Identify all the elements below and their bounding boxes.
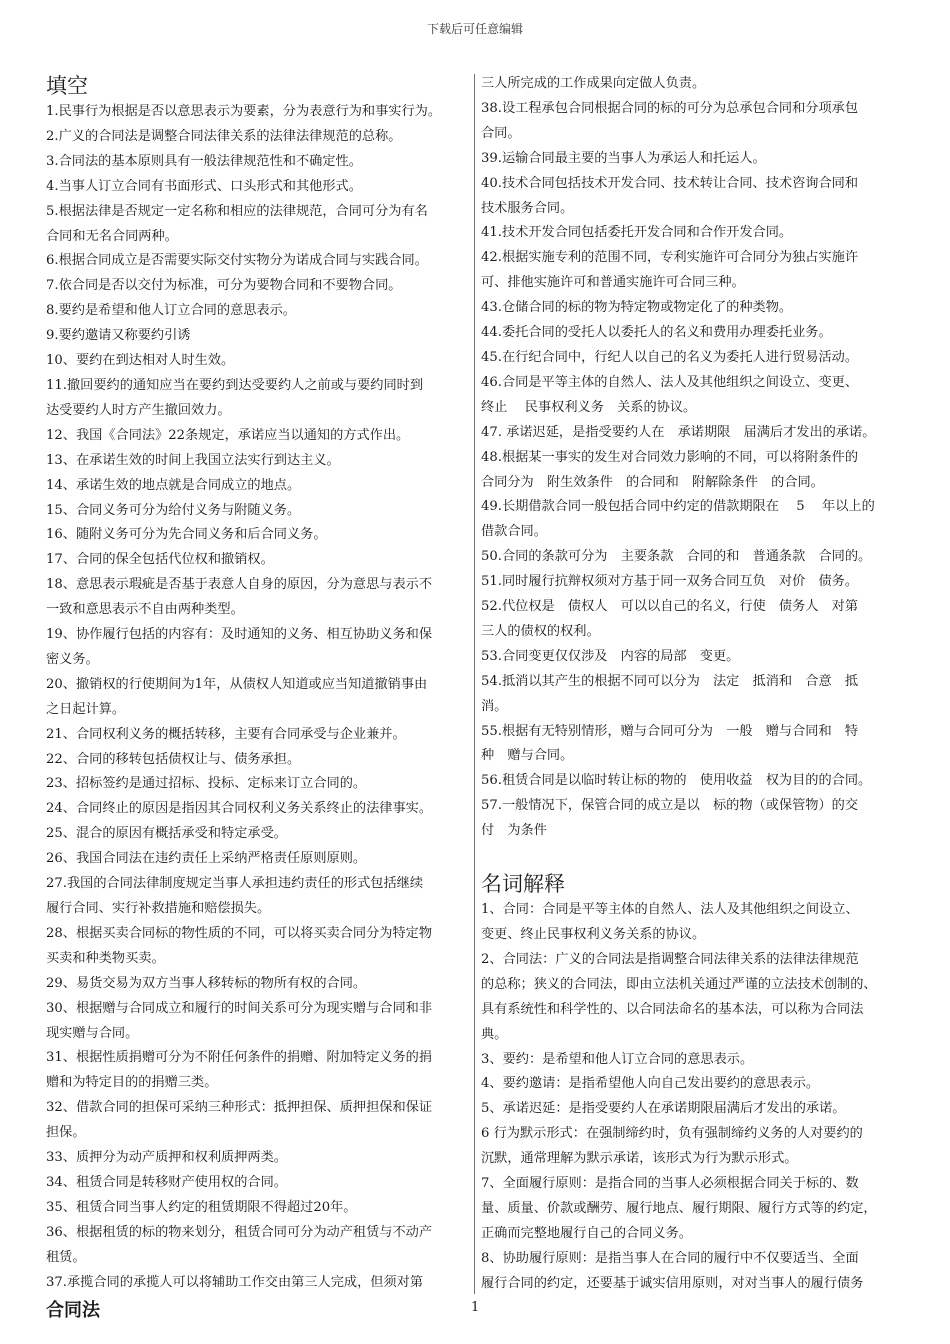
text-line: 16、随附义务可分为先合同义务和后合同义务。 <box>46 527 327 543</box>
text-line: 37.承揽合同的承揽人可以将辅助工作交由第三人完成，但须对第 <box>46 1274 424 1290</box>
text-line: 44.委托合同的受托人以委托人的名义和费用办理委托业务。 <box>481 325 832 341</box>
text-line: 41.技术开发合同包括委托开发合同和合作开发合同。 <box>481 225 793 241</box>
column-divider <box>474 74 475 1294</box>
text-line: 4、要约邀请：是指希望他人向自己发出要约的意思表示。 <box>481 1076 820 1092</box>
text-line: 履行合同、实行补救措施和赔偿损失。 <box>46 901 271 916</box>
footer-title: 合同法 <box>46 1300 100 1321</box>
text-line: 52.代位权是 债权人 可以以自己的名义，行使 债务人 对第 <box>481 599 859 615</box>
text-line: 14、承诺生效的地点就是合同成立的地点。 <box>46 477 301 493</box>
text-line: 46.合同是平等主体的自然人、法人及其他组织之间设立、变更、 <box>481 374 859 390</box>
text-line: 量、质量、价款或酬劳、履行地点、履行期限、履行方式等的约定， <box>481 1200 877 1216</box>
text-line: 53.合同变更仅仅涉及 内容的局部 变更。 <box>481 648 740 664</box>
text-line: 50.合同的条款可分为 主要条款 合同的和 普通条款 合同的。 <box>481 549 872 565</box>
left-lines <box>46 100 470 1296</box>
text-line: 6 行为默示形式：在强制缔约时，负有强制缔约义务的人对要约的 <box>481 1126 863 1142</box>
text-line: 40.技术合同包括技术开发合同、技术转让合同、技术咨询合同和 <box>481 175 859 191</box>
text-line: 7、全面履行原则：是指合同的当事人必须根据合同关于标的、数 <box>481 1176 859 1192</box>
text-line: 15、合同义务可分为给付义务与附随义务。 <box>46 502 301 518</box>
text-line: 6.根据合同成立是否需要实际交付实物分为诺成合同与实践合同。 <box>46 253 428 269</box>
text-line: 45.在行纪合同中，行纪人以自己的名义为委托人进行贸易活动。 <box>481 349 859 365</box>
text-line: 5、承诺迟延：是指受要约人在承诺期限届满后才发出的承诺。 <box>481 1101 846 1117</box>
text-line: 26、我国合同法在违约责任上采纳严格责任原则原则。 <box>46 851 367 867</box>
text-line: 23、招标签约是通过招标、投标、定标来订立合同的。 <box>46 776 367 792</box>
text-line: 47. 承诺迟延，是指受要约人在 承诺期限 届满后才发出的承诺。 <box>481 424 876 440</box>
page-header: 下载后可任意编辑 <box>426 22 523 36</box>
text-line: 沉默，通常理解为默示承诺，该形式为行为默示形式。 <box>481 1151 798 1167</box>
text-line: 25、混合的原因有概括承受和特定承受。 <box>46 826 287 842</box>
text-line: 12、我国《合同法》22条规定，承诺应当以通知的方式作出。 <box>46 427 410 443</box>
text-line: 34、租赁合同是转移财产使用权的合同。 <box>46 1174 287 1190</box>
text-line: 35、租赁合同当事人约定的租赁期限不得超过20年。 <box>46 1199 357 1215</box>
text-line: 4.当事人订立合同有书面形式、口头形式和其他形式。 <box>46 178 362 194</box>
text-line: 31、根据性质捐赠可分为不附任何条件的捐赠、附加特定义务的捐 <box>46 1050 433 1066</box>
text-line: 种 赠与合同。 <box>481 748 574 764</box>
text-line: 28、根据买卖合同标的物性质的不同，可以将买卖合同分为特定物 <box>46 925 433 941</box>
text-line: 8.要约是希望和他人订立合同的意思表示。 <box>46 303 296 319</box>
text-line: 合同。 <box>481 125 521 141</box>
text-line: 现实赠与合同。 <box>46 1025 139 1041</box>
text-line: 技术服务合同。 <box>481 200 574 216</box>
text-line: 27.我国的合同法律制度规定当事人承担违约责任的形式包括继续 <box>46 876 424 892</box>
right-column <box>481 72 906 1297</box>
text-line: 借款合同。 <box>481 524 547 540</box>
section-title-definitions: 名词解释 <box>481 872 565 897</box>
text-line: 17、合同的保全包括代位权和撤销权。 <box>46 552 274 568</box>
text-line: 30、根据赠与合同成立和履行的时间关系可分为现实赠与合同和非 <box>46 1000 433 1016</box>
right-bottom-lines <box>481 898 906 1297</box>
text-line: 55.根据有无特别情形，赠与合同可分为 一般 赠与合同和 特 <box>481 723 859 739</box>
text-line: 租赁。 <box>46 1249 86 1265</box>
text-line: 19、协作履行包括的内容有：及时通知的义务、相互协助义务和保 <box>46 627 433 643</box>
text-line: 3.合同法的基本原则具有一般法律规范性和不确定性。 <box>46 153 362 169</box>
text-line: 终止 民事权利义务 关系的协议。 <box>481 399 697 415</box>
text-line: 13、在承诺生效的时间上我国立法实行到达主义。 <box>46 452 340 468</box>
text-line: 三人的债权的权利。 <box>481 623 600 639</box>
text-line: 33、质押分为动产质押和权利质押两类。 <box>46 1150 287 1166</box>
text-line: 36、根据租赁的标的物来划分，租赁合同可分为动产租赁与不动产 <box>46 1224 433 1240</box>
text-line: 履行合同的约定，还要基于诚实信用原则，对对当事人的履行债务 <box>481 1275 864 1291</box>
text-line: 22、合同的移转包括债权让与、债务承担。 <box>46 751 301 767</box>
text-line: 的总称；狭义的合同法，即由立法机关通过严谨的立法技术创制的、 <box>481 976 877 992</box>
text-line: 5.根据法律是否规定一定名称和相应的法律规范，合同可分为有名 <box>46 203 428 219</box>
text-line: 21、合同权利义务的概括转移，主要有合同承受与企业兼并。 <box>46 726 406 742</box>
text-line: 9.要约邀请又称要约引诱 <box>46 328 191 344</box>
left-column <box>46 72 470 1296</box>
text-line: 之日起计算。 <box>46 701 126 717</box>
text-line: 51.同时履行抗辩权须对方基于同一双务合同互负 对价 债务。 <box>481 574 859 590</box>
text-line: 10、要约在到达相对人时生效。 <box>46 353 235 369</box>
text-line: 29、易货交易为双方当事人移转标的物所有权的合同。 <box>46 975 367 991</box>
text-line: 32、借款合同的担保可采纳三种形式：抵押担保、质押担保和保证 <box>46 1100 433 1116</box>
text-line: 典。 <box>481 1026 508 1042</box>
right-top-lines <box>481 72 906 844</box>
text-line: 1、合同：合同是平等主体的自然人、法人及其他组织之间设立、 <box>481 902 859 918</box>
text-line: 密义务。 <box>46 651 99 667</box>
text-line: 49.长期借款合同一般包括合同中约定的借款期限在 5 年以上的 <box>481 499 875 515</box>
text-line: 48.根据某一事实的发生对合同效力影响的不同，可以将附条件的 <box>481 449 859 465</box>
text-line: 具有系统性和科学性的、以合同法命名的基本法，可以称为合同法 <box>481 1001 864 1017</box>
text-line: 56.租赁合同是以临时转让标的物的 使用收益 权为目的的合同。 <box>481 773 872 789</box>
text-line: 付 为条件 <box>481 823 547 839</box>
text-line: 3、要约：是希望和他人订立合同的意思表示。 <box>481 1051 754 1067</box>
text-line: 担保。 <box>46 1125 86 1141</box>
section-title-fill-in: 填空 <box>46 74 88 98</box>
text-line: 2、合同法：广义的合同法是指调整合同法律关系的法律法律规范 <box>481 951 859 967</box>
text-line: 38.设工程承包合同根据合同的标的可分为总承包合同和分项承包 <box>481 100 859 116</box>
text-line: 一致和意思表示不自由两种类型。 <box>46 602 244 618</box>
text-line: 20、撤销权的行使期间为1年，从债权人知道或应当知道撤销事由 <box>46 676 428 692</box>
text-line: 正确而完整地履行自己的合同义务。 <box>481 1225 692 1241</box>
text-line: 达受要约人时方产生撤回效力。 <box>46 402 231 418</box>
text-line: 合同分为 附生效条件 的合同和 附解除条件 的合同。 <box>481 474 824 490</box>
text-line: 2.广义的合同法是调整合同法律关系的法律法律规范的总称。 <box>46 128 402 144</box>
text-line: 消。 <box>481 698 508 714</box>
text-line: 赠和为特定目的的捐赠三类。 <box>46 1075 218 1091</box>
text-line: 18、意思表示瑕疵是否基于表意人自身的原因，分为意思与表示不 <box>46 577 433 593</box>
text-line: 24、合同终止的原因是指因其合同权利义务关系终止的法律事实。 <box>46 801 433 817</box>
text-line: 1.民事行为根据是否以意思表示为要素，分为表意行为和事实行为。 <box>46 104 442 119</box>
text-line: 39.运输合同最主要的当事人为承运人和托运人。 <box>481 150 766 166</box>
text-line: 43.仓储合同的标的物为特定物或物定化了的种类物。 <box>481 300 793 316</box>
text-line: 7.依合同是否以交付为标准，可分为要物合同和不要物合同。 <box>46 278 402 294</box>
text-line: 57.一般情况下，保管合同的成立是以 标的物（或保管物）的交 <box>481 798 859 814</box>
text-line: 42.根据实施专利的范围不同，专利实施许可合同分为独占实施许 <box>481 250 859 266</box>
text-line: 11.撤回要约的通知应当在要约到达受要约人之前或与要约同时到 <box>46 377 424 393</box>
text-line: 54.抵消以其产生的根据不同可以分为 法定 抵消和 合意 抵 <box>481 673 859 689</box>
page-number: 1 <box>471 1300 480 1315</box>
text-line: 可、排他实施许可和普通实施许可合同三种。 <box>481 275 745 291</box>
text-line: 买卖和种类物买卖。 <box>46 950 165 966</box>
text-line: 合同和无名合同两种。 <box>46 228 178 244</box>
text-line: 8、协助履行原则：是指当事人在合同的履行中不仅要适当、全面 <box>481 1250 859 1266</box>
text-line: 三人所完成的工作成果向定做人负责。 <box>481 76 706 91</box>
text-line: 变更、终止民事权利义务关系的协议。 <box>481 927 706 942</box>
